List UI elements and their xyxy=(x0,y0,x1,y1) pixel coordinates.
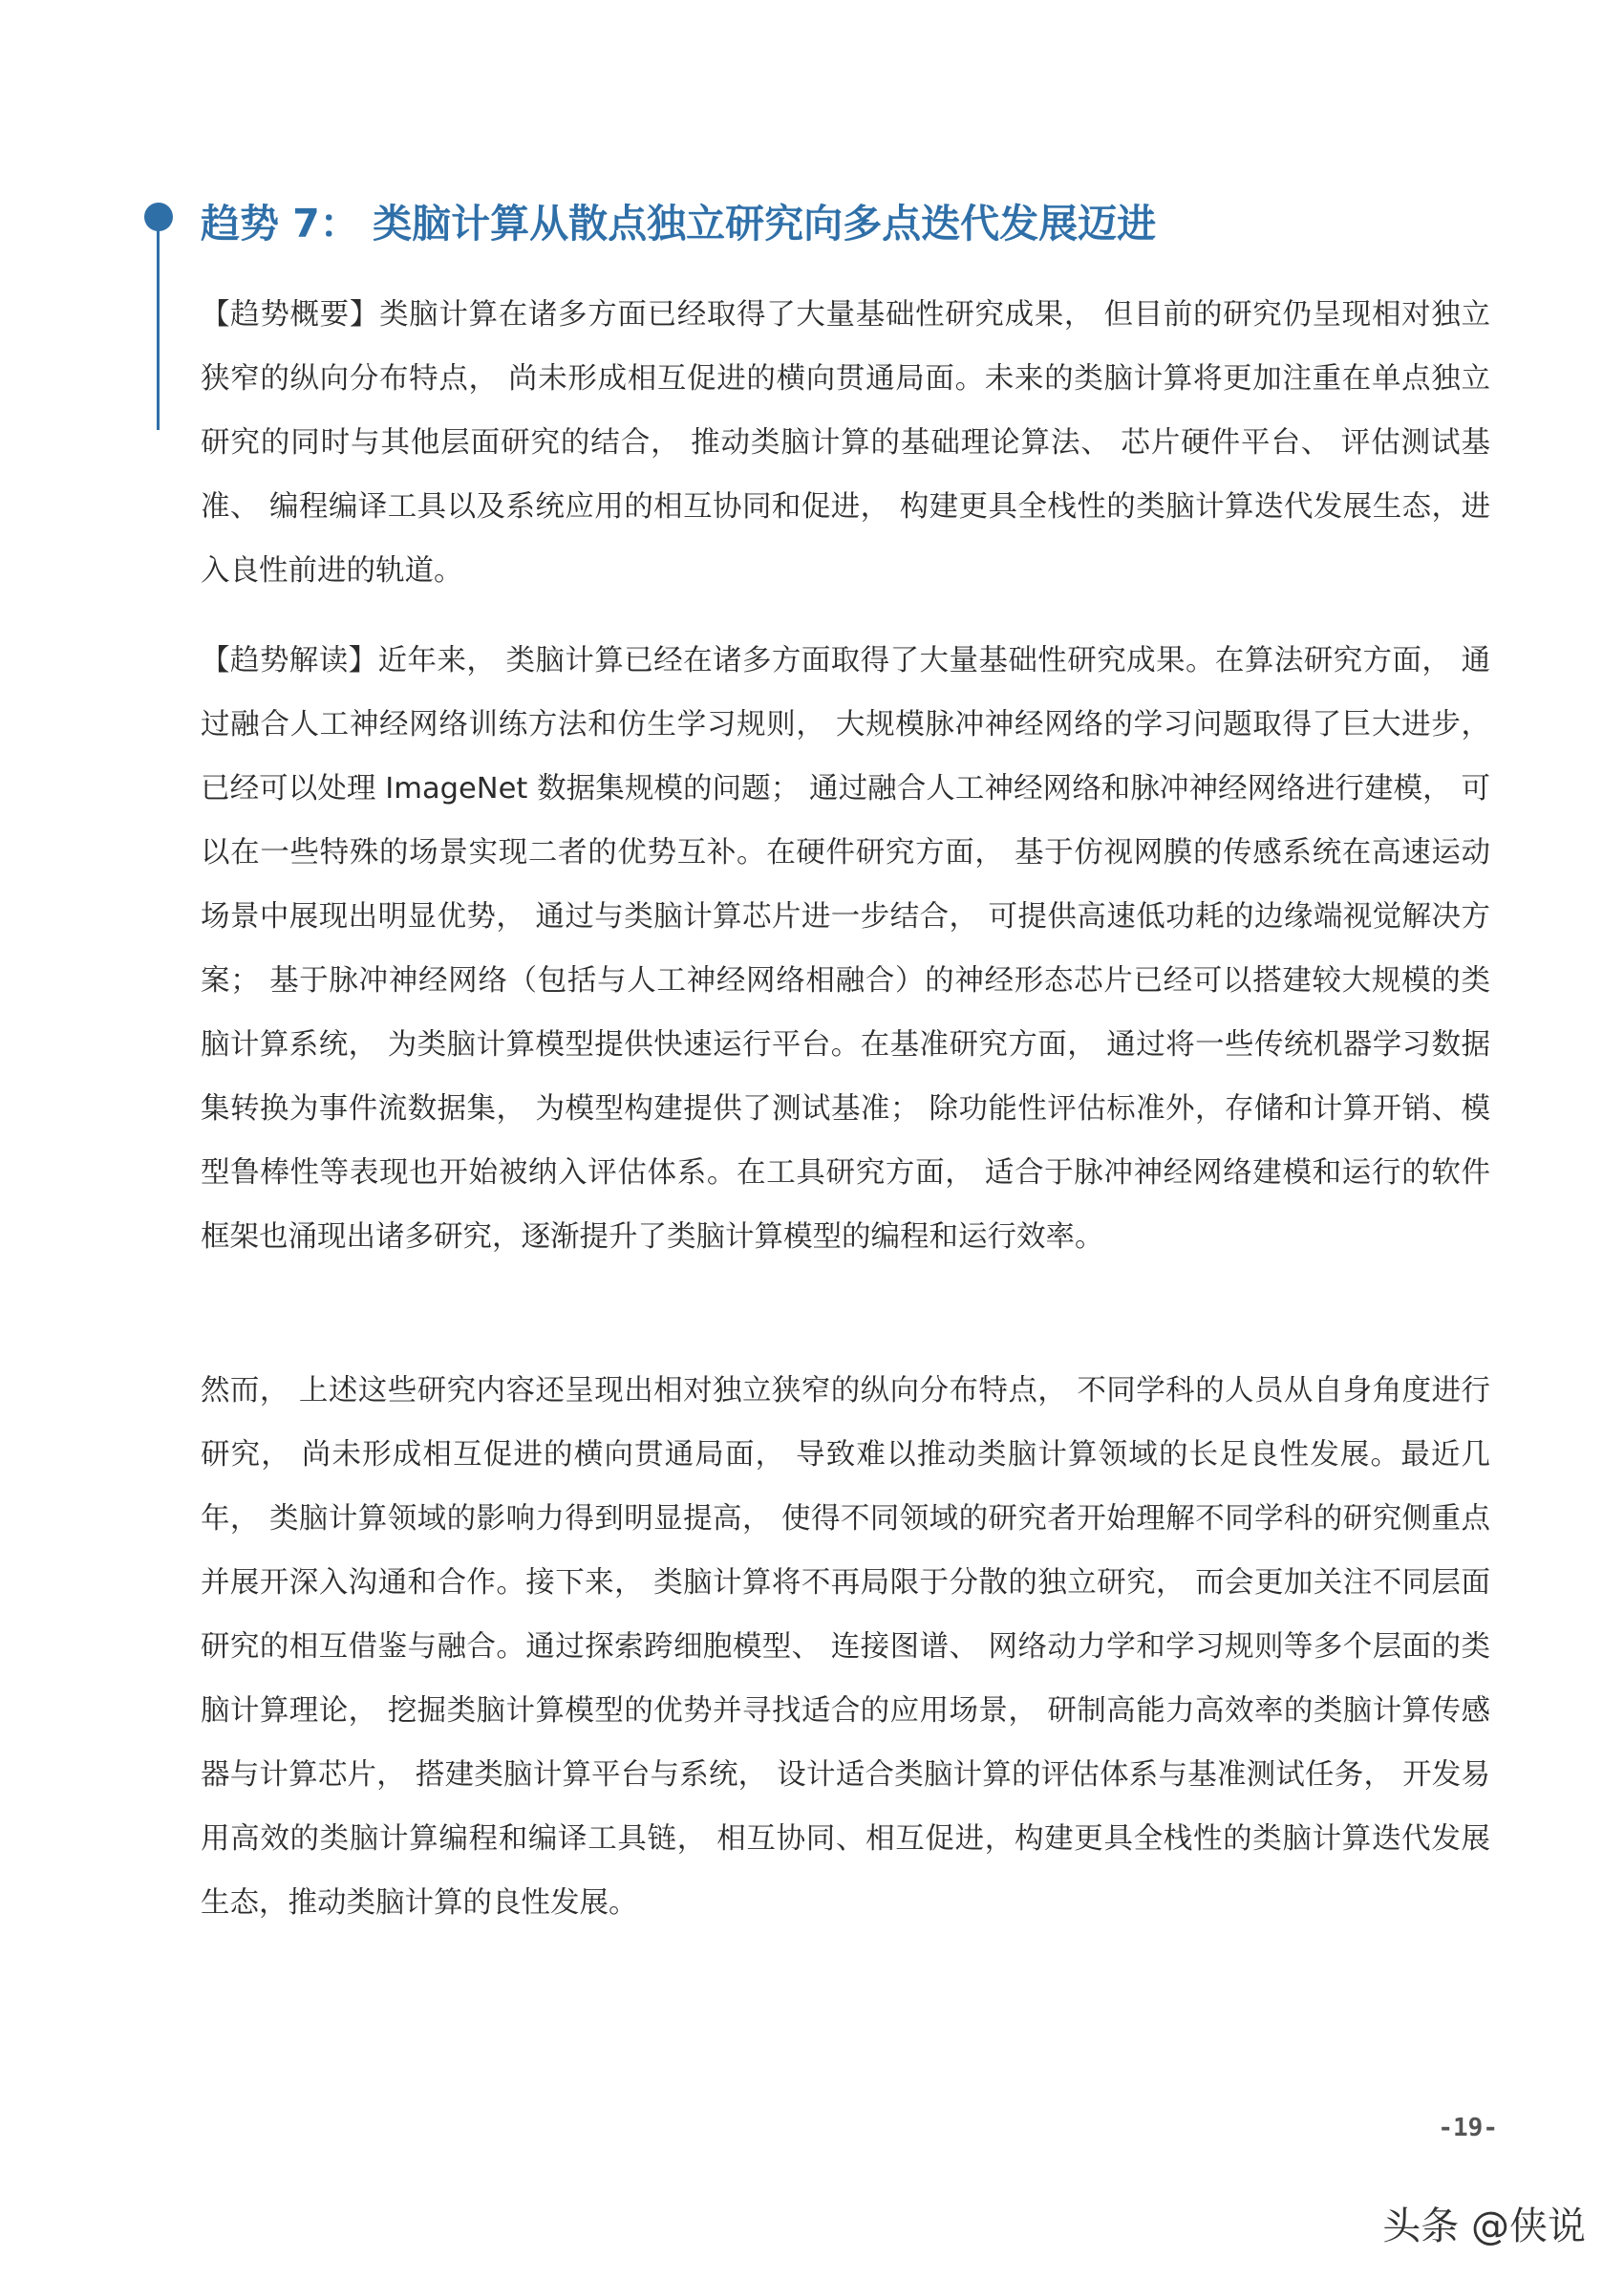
section-title: 趋势 7： 类脑计算从散点独立研究向多点迭代发展迈进 xyxy=(201,201,1157,247)
however-paragraph xyxy=(201,1359,1490,1935)
page-number: -19- xyxy=(1438,2114,1498,2142)
trend-summary-paragraph xyxy=(201,283,1490,603)
trend-interpretation-text: 【趋势解读】近年来， 类脑计算已经在诸多方面取得了大量基础性研究成果。在算法研究方面， 通过融合人工神经网络训练方法和仿生学习规则， 大规模脉冲神经网络的学习问题取得了巨大进步， 已经可以处理 ImageNet 数据集规模的问题； 通过融合人工神经网络和脉冲神经网络进行建模， 可以在一些特殊的场景实现二者的优势互补。在硬件研究方面， 基于仿视网膜的传感系统在高速运动场景中展现出明显优势， 通过与类脑计算芯片进一步结合， 可提供高速低功耗的边缘端视觉解决方案； 基于脉冲神经网络（包括与人工神经网络相融合）的神经形态芯片已经可以搭建较大规模的类脑计算系统， 为类脑计算模型提供快速运行平台。在基准研究方面， 通过将一些传统机器学习数据集转换为事件流数据集， 为模型构建提供了测试基准； 除功能性评估标准外，存储和计算开销、模型鲁棒性等表现也开始被纳入评估体系。在工具研究方面， 适合于脉冲神经网络建模和运行的软件框架也涌现出诸多研究，逐渐提升了类脑计算模型的编程和运行效率。 xyxy=(201,644,1490,1254)
watermark: 头条 @侠说 xyxy=(1382,2204,1586,2248)
trend-interpretation-paragraph xyxy=(201,629,1490,1269)
however-text: 然而， 上述这些研究内容还呈现出相对独立狭窄的纵向分布特点， 不同学科的人员从自身角度进行研究， 尚未形成相互促进的横向贯通局面， 导致难以推动类脑计算领域的长足良性发展。最近几年， 类脑计算领域的影响力得到明显提高， 使得不同领域的研究者开始理解不同学科的研究侧重点并展开深入沟通和合作。接下来， 类脑计算将不再局限于分散的独立研究， 而会更加关注不同层面研究的相互借鉴与融合。通过探索跨细胞模型、 连接图谱、 网络动力学和学习规则等多个层面的类脑计算理论， 挖掘类脑计算模型的优势并寻找适合的应用场景， 研制高能力高效率的类脑计算传感器与计算芯片， 搭建类脑计算平台与系统， 设计适合类脑计算的评估体系与基准测试任务， 开发易用高效的类脑计算编程和编译工具链， 相互协同、相互促进，构建更具全栈性的类脑计算迭代发展生态，推动类脑计算的良性发展。 xyxy=(201,1374,1490,1920)
title-accent-line xyxy=(157,225,160,430)
trend-summary-text: 【趋势概要】类脑计算在诸多方面已经取得了大量基础性研究成果， 但目前的研究仍呈现相对独立狭窄的纵向分布特点， 尚未形成相互促进的横向贯通局面。未来的类脑计算将更加注重在单点独立研究的同时与其他层面研究的结合， 推动类脑计算的基础理论算法、 芯片硬件平台、 评估测试基准、 编程编译工具以及系统应用的相互协同和促进， 构建更具全栈性的类脑计算迭代发展生态，进入良性前进的轨道。 xyxy=(201,298,1490,588)
